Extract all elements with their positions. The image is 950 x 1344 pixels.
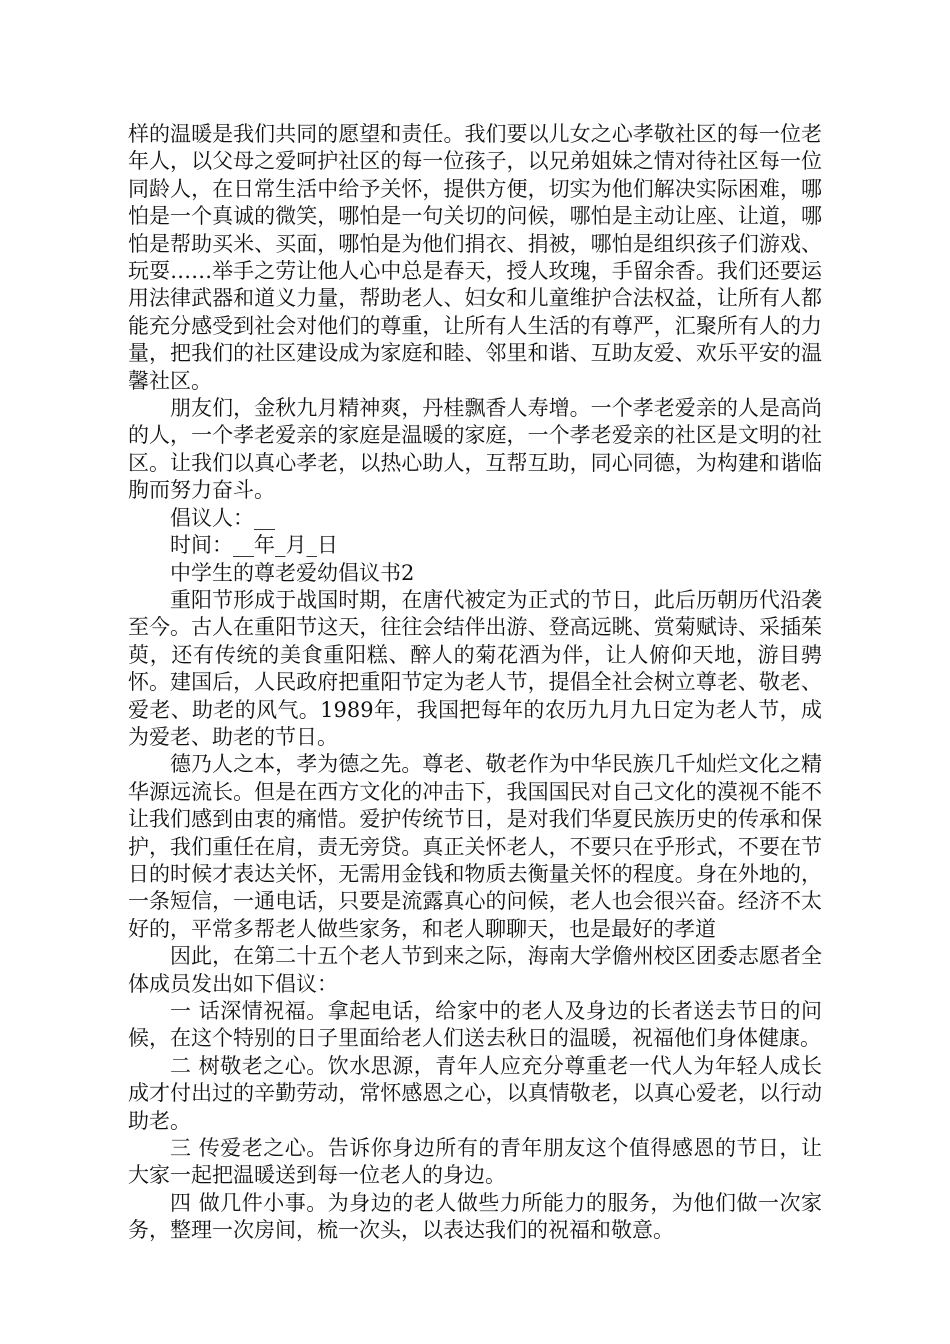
- paragraph-filial-virtue: 德乃人之本，孝为德之先。尊老、敬老作为中华民族几千灿烂文化之精华源远流长。但是在西方文化的冲击下，我国国民对自己文化的漠视不能不让我们感到由衷的痛惜。爱护传统节日，是对我们华夏民族历史的传承和保护，我们重任在肩，责无旁贷。真正关怀老人，不要只在乎形式，不要在节日的时候才表达关怀，无需用金钱和物质去衡量关怀的程度。身在外地的，一条短信，一通电话，只要是流露真心的问候，老人也会很兴奋。经济不太好的，平常多帮老人做些家务，和老人聊聊天，也是最好的孝道: [128, 752, 822, 941]
- date-line: 时间：__年_月_日: [170, 533, 338, 558]
- paragraph-initiative-intro: 因此，在第二十五个老人节到来之际，海南大学儋州校区团委志愿者全体成员发出如下倡议：: [128, 944, 822, 996]
- proposal-item-3: 三 传爱老之心。告诉你身边所有的青年朋友这个值得感恩的节日，让大家一起把温暖送到每一位老人的身边。: [128, 1136, 822, 1188]
- paragraph-community-care: 样的温暖是我们共同的愿望和责任。我们要以儿女之心孝敬社区的每一位老年人，以父母之爱呵护社区的每一位孩子，以兄弟姐妹之情对待社区每一位同龄人，在日常生活中给予关怀，提供方便，切实为他们解决实际困难，哪怕是一个真诚的微笑，哪怕是一句关切的问候，哪怕是主动让座、让道，哪怕是帮助买米、买面，哪怕是为他们捐衣、捐被，哪怕是组织孩子们游戏、玩耍……举手之劳让他人心中总是春天，授人玫瑰，手留余香。我们还要运用法律武器和道义力量，帮助老人、妇女和儿童维护合法权益，让所有人都能充分感受到社会对他们的尊重，让所有人生活的有尊严，汇聚所有人的力量，把我们的社区建设成为家庭和睦、邻里和谐、互助友爱、欢乐平安的温馨社区。: [128, 122, 822, 393]
- proposal-item-1: 一 话深情祝福。拿起电话，给家中的老人及身边的长者送去节日的问候，在这个特别的日子里面给老人们送去秋日的温暖，祝福他们身体健康。: [128, 999, 822, 1051]
- initiator-line: 倡议人：__: [170, 505, 275, 530]
- paragraph-chongyang-history: 重阳节形成于战国时期，在唐代被定为正式的节日，此后历朝历代沿袭至今。古人在重阳节这天，往往会结伴出游、登高远眺、赏菊赋诗、采插茱萸，还有传统的美食重阳糕、醉人的菊花酒为伴，让人俯仰天地，游目骋怀。建国后，人民政府把重阳节定为老人节，提倡全社会树立尊老、敬老、爱老、助老的风气。1989年，我国把每年的农历九月九日定为老人节，成为爱老、助老的节日。: [128, 587, 822, 749]
- section-title: 中学生的尊老爱幼倡议书2: [170, 560, 415, 585]
- proposal-item-4: 四 做几件小事。为身边的老人做些力所能力的服务，为他们做一次家务，整理一次房间，梳一次头，以表达我们的祝福和敬意。: [128, 1190, 822, 1243]
- proposal-item-2: 二 树敬老之心。饮水思源，青年人应充分尊重老一代人为年轻人成长成才付出过的辛勤劳动，常怀感恩之心，以真情敬老，以真心爱老，以行动助老。: [128, 1053, 822, 1133]
- document-page: [128, 121, 822, 1245]
- paragraph-friends-appeal: 朋友们，金秋九月精神爽，丹桂飘香人寿增。一个孝老爱亲的人是高尚的人，一个孝老爱亲的家庭是温暖的家庭，一个孝老爱亲的社区是文明的社区。让我们以真心孝老，以热心助人，互帮互助，同心同德，为构建和谐临朐而努力奋斗。: [128, 396, 822, 503]
